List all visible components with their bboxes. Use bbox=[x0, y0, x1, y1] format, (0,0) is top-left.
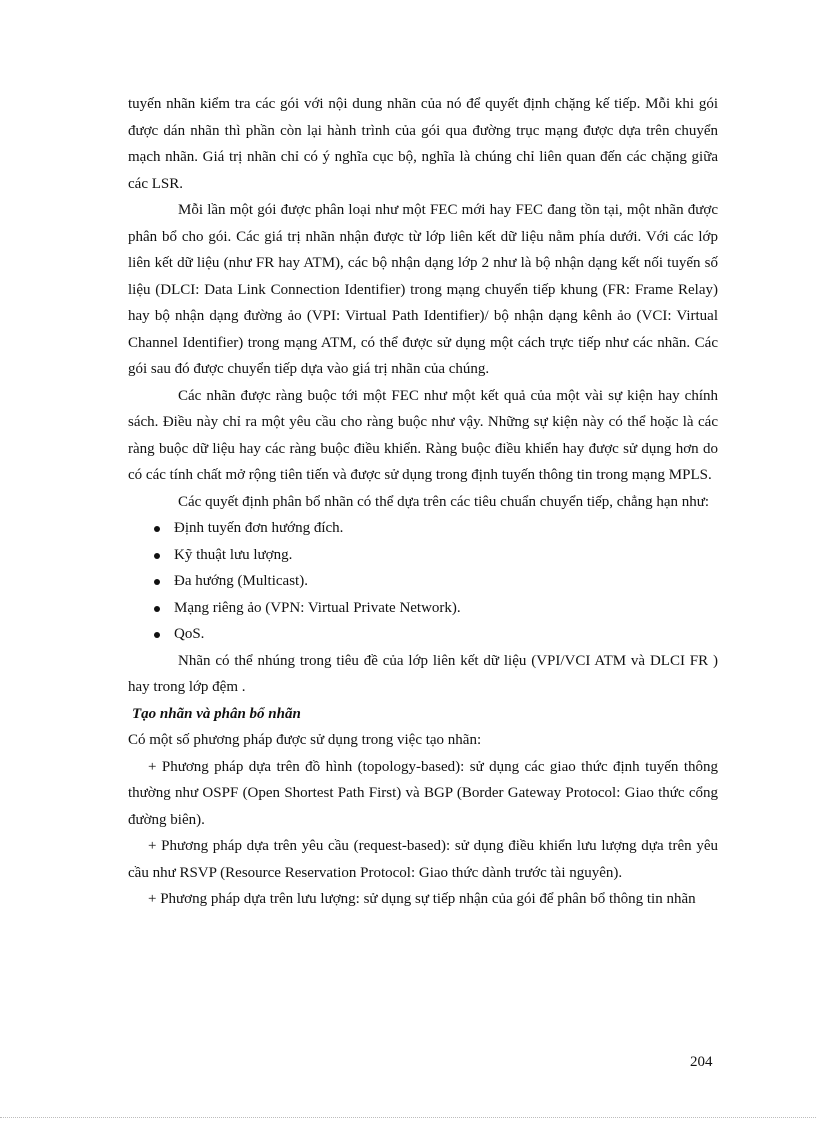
page-body bbox=[128, 91, 718, 913]
bullet-icon bbox=[154, 579, 160, 585]
paragraph-decision-criteria: Các quyết định phân bổ nhãn có thể dựa trên các tiêu chuẩn chuyển tiếp, chẳng hạn như: bbox=[178, 493, 710, 510]
page-divider bbox=[0, 1117, 816, 1118]
method-request-based: + Phương pháp dựa trên yêu cầu (request-based): sử dụng điều khiển lưu lượng dựa trên yêu cầu như RSVP (Resource Reservation Protocol: Giao thức dành trước tài nguyên). bbox=[128, 838, 718, 881]
bullet-icon bbox=[154, 553, 160, 559]
paragraph-methods-intro: Có một số phương pháp được sử dụng trong việc tạo nhãn: bbox=[128, 732, 482, 748]
method-traffic-based: + Phương pháp dựa trên lưu lượng: sử dụng sự tiếp nhận của gói để phân bổ thông tin nhãn bbox=[148, 891, 696, 907]
paragraph-label-embedding: Nhãn có thể nhúng trong tiêu đề của lớp liên kết dữ liệu (VPI/VCI ATM và DLCI FR ) hay trong lớp đệm . bbox=[128, 652, 718, 695]
list-item: Đa hướng (Multicast). bbox=[128, 568, 718, 595]
criteria-list bbox=[128, 515, 718, 648]
bullet-icon bbox=[154, 606, 160, 612]
paragraph-continuation: tuyến nhãn kiểm tra các gói với nội dung nhãn của nó để quyết định chặng kế tiếp. Mỗi khi gói được dán nhãn thì phần còn lại hành trình của gói qua đường trục mạng được dựa trên chuyển mạch nhãn. Giá trị nhãn chỉ có ý nghĩa cục bộ, nghĩa là chúng chỉ liên quan đến các chặng giữa các LSR. bbox=[128, 96, 718, 192]
list-item: Kỹ thuật lưu lượng. bbox=[128, 542, 718, 569]
list-item: QoS. bbox=[128, 621, 718, 648]
paragraph-label-assignment: Mỗi lần một gói được phân loại như một FEC mới hay FEC đang tồn tại, một nhãn được phân bổ cho gói. Các giá trị nhãn nhận được từ lớp liên kết dữ liệu nằm phía dưới. Với các lớp liên kết dữ liệu (như FR hay ATM), các bộ nhận dạng lớp 2 như là bộ nhận dạng kết nối tuyến số liệu (DLCI: Data Link Connection Identifier) trong mạng chuyển tiếp khung (FR: Frame Relay) hay bộ nhận dạng đường ảo (VPI: Virtual Path Identifier)/ bộ nhận dạng kênh ảo (VCI: Virtual Channel Identifier) trong mạng ATM, có thể được sử dụng một cách trực tiếp như các nhãn. Các gói sau đó được chuyển tiếp dựa vào giá trị nhãn của chúng. bbox=[128, 202, 718, 377]
section-heading: Tạo nhãn và phân bổ nhãn bbox=[132, 705, 301, 722]
page-number: 204 bbox=[690, 1054, 713, 1070]
paragraph-label-binding: Các nhãn được ràng buộc tới một FEC như một kết quả của một vài sự kiện hay chính sách. Điều này chỉ ra một yêu cầu cho ràng buộc như vậy. Những sự kiện này có thể hoặc là các ràng buộc dữ liệu hay các ràng buộc điều khiển. Ràng buộc điều khiển hay được sử dụng hơn do có các tính chất mở rộng tiên tiến và được sử dụng trong định tuyến thông tin trong mạng MPLS. bbox=[128, 387, 718, 483]
bullet-icon bbox=[154, 526, 160, 532]
method-topology-based: + Phương pháp dựa trên đồ hình (topology-based): sử dụng các giao thức định tuyến thông thường như OSPF (Open Shortest Path First) và BGP (Border Gateway Protocol: Giao thức cổng đường biên). bbox=[128, 758, 718, 828]
bullet-icon bbox=[154, 632, 160, 638]
list-item: Định tuyến đơn hướng đích. bbox=[128, 515, 718, 542]
list-item: Mạng riêng ảo (VPN: Virtual Private Network). bbox=[128, 595, 718, 622]
